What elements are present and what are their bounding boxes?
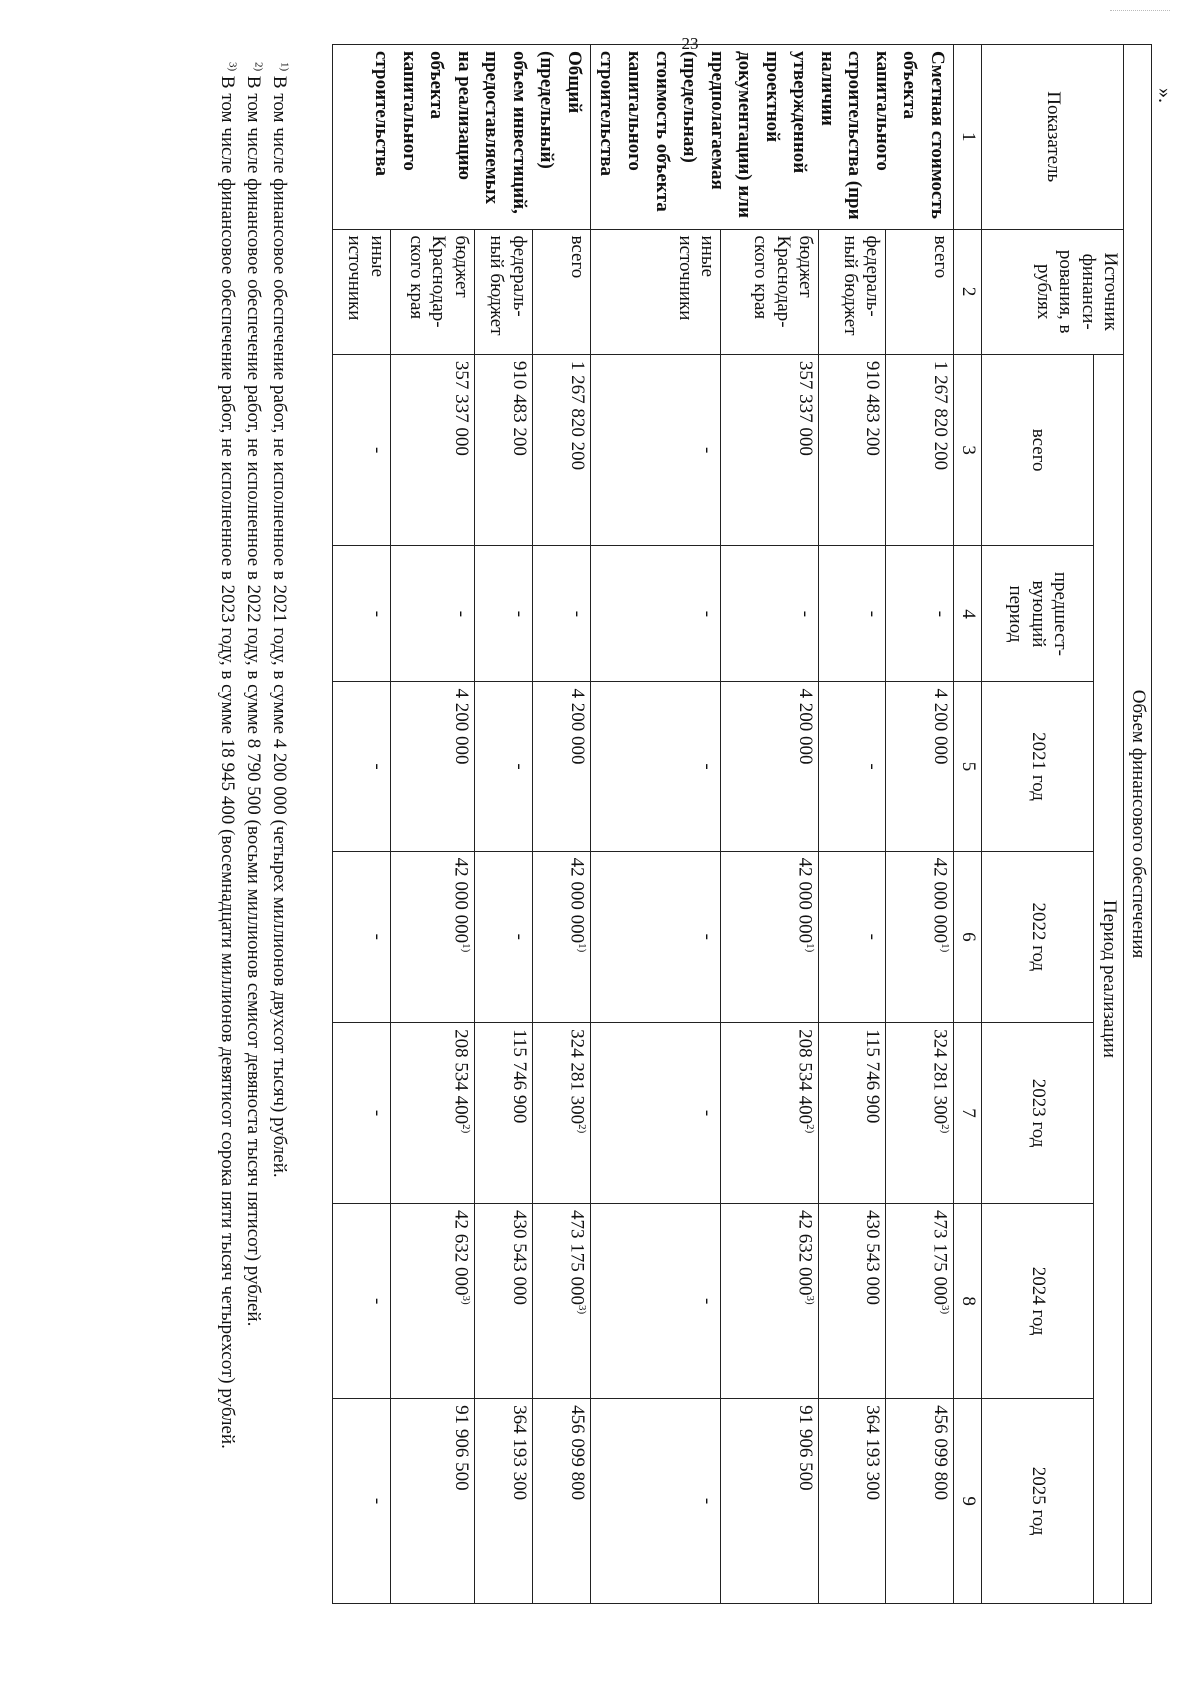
col-header-indicator: Показатель <box>982 45 1124 230</box>
footnote-3: $^{3)}$ В том числе финансовое обеспечение работ, не исполненное в 2023 году, в сумме 18 945 400 (восемнадцати миллионов девятисот сорока пяти тысяч четырехсот) рублей. <box>217 62 239 1449</box>
y2025-cell: 456 099 800 <box>886 1399 954 1604</box>
y2025-cell: - <box>332 1399 390 1604</box>
period-header: Период реализации <box>1094 354 1124 1603</box>
y2024-cell: 430 543 000 <box>819 1204 887 1399</box>
y2025-cell: - <box>590 1399 720 1604</box>
col-header-2024: 2024 год <box>982 1204 1094 1399</box>
footnote-ref: 1) <box>575 943 588 953</box>
y2023-cell: 115 746 900 <box>474 1023 532 1204</box>
col-header-total: всего <box>982 354 1094 546</box>
y2023-cell: 324 281 300$^{2)}$ <box>532 1023 590 1204</box>
column-number: 4 <box>954 546 982 682</box>
page-number: 23 <box>681 34 699 53</box>
table-row <box>474 45 532 1604</box>
y2022-cell: - <box>332 851 390 1022</box>
column-number: 8 <box>954 1204 982 1399</box>
y2021-cell: - <box>332 682 390 851</box>
y2025-cell: 364 193 300 <box>819 1399 887 1604</box>
footnote-1: $^{1)}$ В том числе финансовое обеспечение работ, не исполненное в 2021 году, в сумме 4 200 000 (четырех миллионов двухсот тысяч) рублей. <box>269 62 291 1178</box>
y2022-cell: - <box>474 851 532 1022</box>
column-number: 5 <box>954 682 982 851</box>
col-header-2023: 2023 год <box>982 1023 1094 1204</box>
source-cell: иные источники <box>332 229 390 354</box>
y2024-cell: 473 175 000$^{3)}$ <box>886 1204 954 1399</box>
previous-cell: - <box>819 546 887 682</box>
column-number: 1 <box>954 45 982 230</box>
total-cell: - <box>332 354 390 546</box>
y2021-cell: - <box>819 682 887 851</box>
previous-cell: - <box>332 546 390 682</box>
previous-cell: - <box>721 546 819 682</box>
total-cell: 910 483 200 <box>819 354 887 546</box>
y2022-cell: 42 000 000$^{1)}$ <box>721 851 819 1022</box>
y2022-cell: 42 000 000$^{1)}$ <box>390 851 474 1022</box>
y2025-cell: 456 099 800 <box>532 1399 590 1604</box>
footnote-ref: 2) <box>575 1124 588 1134</box>
indicator-estimated-cost: Сметная стоимость объекта капитального строительства (при наличии утвержденной проектной документации) или предполагаемая (предельная) стоимость объекта капитального строительства <box>590 45 953 230</box>
indicator-total-investment: Общий (предельный) объем инвестиций, предоставляемых на реализацию объекта капитального строительства <box>332 45 590 230</box>
footnote-mark: 1) <box>278 62 291 72</box>
y2023-cell: - <box>332 1023 390 1204</box>
total-cell: - <box>590 354 720 546</box>
y2024-cell: - <box>590 1204 720 1399</box>
source-cell: бюджет Краснодар-ского края <box>390 229 474 354</box>
table-row <box>532 45 590 1604</box>
y2024-cell: 42 632 000$^{3)}$ <box>390 1204 474 1399</box>
column-number: 9 <box>954 1399 982 1604</box>
col-header-source: Источник финанси-рования, в рублях <box>982 229 1124 354</box>
footnote-ref: 1) <box>939 943 951 953</box>
scan-mark <box>1110 10 1170 15</box>
y2023-cell: - <box>590 1023 720 1204</box>
previous-cell: - <box>590 546 720 682</box>
column-number: 3 <box>954 354 982 546</box>
footnote-ref: 3) <box>575 1305 588 1315</box>
y2024-cell: - <box>332 1204 390 1399</box>
y2021-cell: - <box>590 682 720 851</box>
col-header-2025: 2025 год <box>982 1399 1094 1604</box>
table-row <box>590 45 720 1604</box>
y2025-cell: 91 906 500 <box>390 1399 474 1604</box>
col-header-2021: 2021 год <box>982 682 1094 851</box>
column-number: 6 <box>954 851 982 1022</box>
rotated-page-content <box>192 44 1152 1604</box>
column-number: 2 <box>954 229 982 354</box>
table-title: Объем финансового обеспечения <box>1124 45 1152 1604</box>
column-number: 7 <box>954 1023 982 1204</box>
y2023-cell: 115 746 900 <box>819 1023 887 1204</box>
source-cell: федераль-ный бюджет <box>819 229 887 354</box>
y2023-cell: 208 534 400$^{2)}$ <box>721 1023 819 1204</box>
footnote-ref: 3) <box>804 1295 816 1305</box>
y2021-cell: 4 200 000 <box>886 682 954 851</box>
financing-table <box>332 44 1152 1604</box>
previous-cell: - <box>886 546 954 682</box>
source-cell: федераль-ный бюджет <box>474 229 532 354</box>
y2024-cell: 473 175 000$^{3)}$ <box>532 1204 590 1399</box>
table-row <box>886 45 954 1604</box>
y2022-cell: - <box>819 851 887 1022</box>
y2021-cell: - <box>474 682 532 851</box>
y2025-cell: 91 906 500 <box>721 1399 819 1604</box>
previous-cell: - <box>390 546 474 682</box>
closing-quote-mark: ». <box>1154 88 1176 103</box>
footnote-mark: 2) <box>252 62 265 72</box>
footnote-mark: 3) <box>226 62 239 72</box>
footnote-2: $^{2)}$ В том числе финансовое обеспечение работ, не исполненное в 2022 году, в сумме 8 790 500 (восьми миллионов семисот девяноста тысяч пятисот) рублей. <box>243 62 265 1327</box>
y2022-cell: 42 000 000$^{1)}$ <box>532 851 590 1022</box>
y2025-cell: 364 193 300 <box>474 1399 532 1604</box>
y2021-cell: 4 200 000 <box>390 682 474 851</box>
table-row <box>332 45 390 1604</box>
footnote-ref: 2) <box>804 1124 816 1134</box>
column-number-row <box>954 45 982 1604</box>
footnote-ref: 3) <box>459 1295 472 1305</box>
col-header-previous: предшест-вующий период <box>982 546 1094 682</box>
y2022-cell: 42 000 000$^{1)}$ <box>886 851 954 1022</box>
footnote-ref: 3) <box>939 1305 951 1315</box>
y2023-cell: 208 534 400$^{2)}$ <box>390 1023 474 1204</box>
table-row <box>390 45 474 1604</box>
source-cell: всего <box>886 229 954 354</box>
total-cell: 1 267 820 200 <box>886 354 954 546</box>
footnotes <box>215 44 292 1604</box>
total-cell: 910 483 200 <box>474 354 532 546</box>
footnote-ref: 2) <box>459 1124 472 1134</box>
source-cell: иные источники <box>590 229 720 354</box>
y2024-cell: 42 632 000$^{3)}$ <box>721 1204 819 1399</box>
footnote-ref: 1) <box>804 943 816 953</box>
col-header-2022: 2022 год <box>982 851 1094 1022</box>
source-cell: всего <box>532 229 590 354</box>
y2024-cell: 430 543 000 <box>474 1204 532 1399</box>
table-row <box>819 45 887 1604</box>
y2022-cell: - <box>590 851 720 1022</box>
previous-cell: - <box>474 546 532 682</box>
y2023-cell: 324 281 300$^{2)}$ <box>886 1023 954 1204</box>
footnote-ref: 1) <box>459 943 472 953</box>
y2021-cell: 4 200 000 <box>532 682 590 851</box>
table-row <box>721 45 819 1604</box>
footnote-ref: 2) <box>939 1124 951 1134</box>
y2021-cell: 4 200 000 <box>721 682 819 851</box>
total-cell: 357 337 000 <box>390 354 474 546</box>
total-cell: 1 267 820 200 <box>532 354 590 546</box>
source-cell: бюджет Краснодар-ского края <box>721 229 819 354</box>
total-cell: 357 337 000 <box>721 354 819 546</box>
previous-cell: - <box>532 546 590 682</box>
